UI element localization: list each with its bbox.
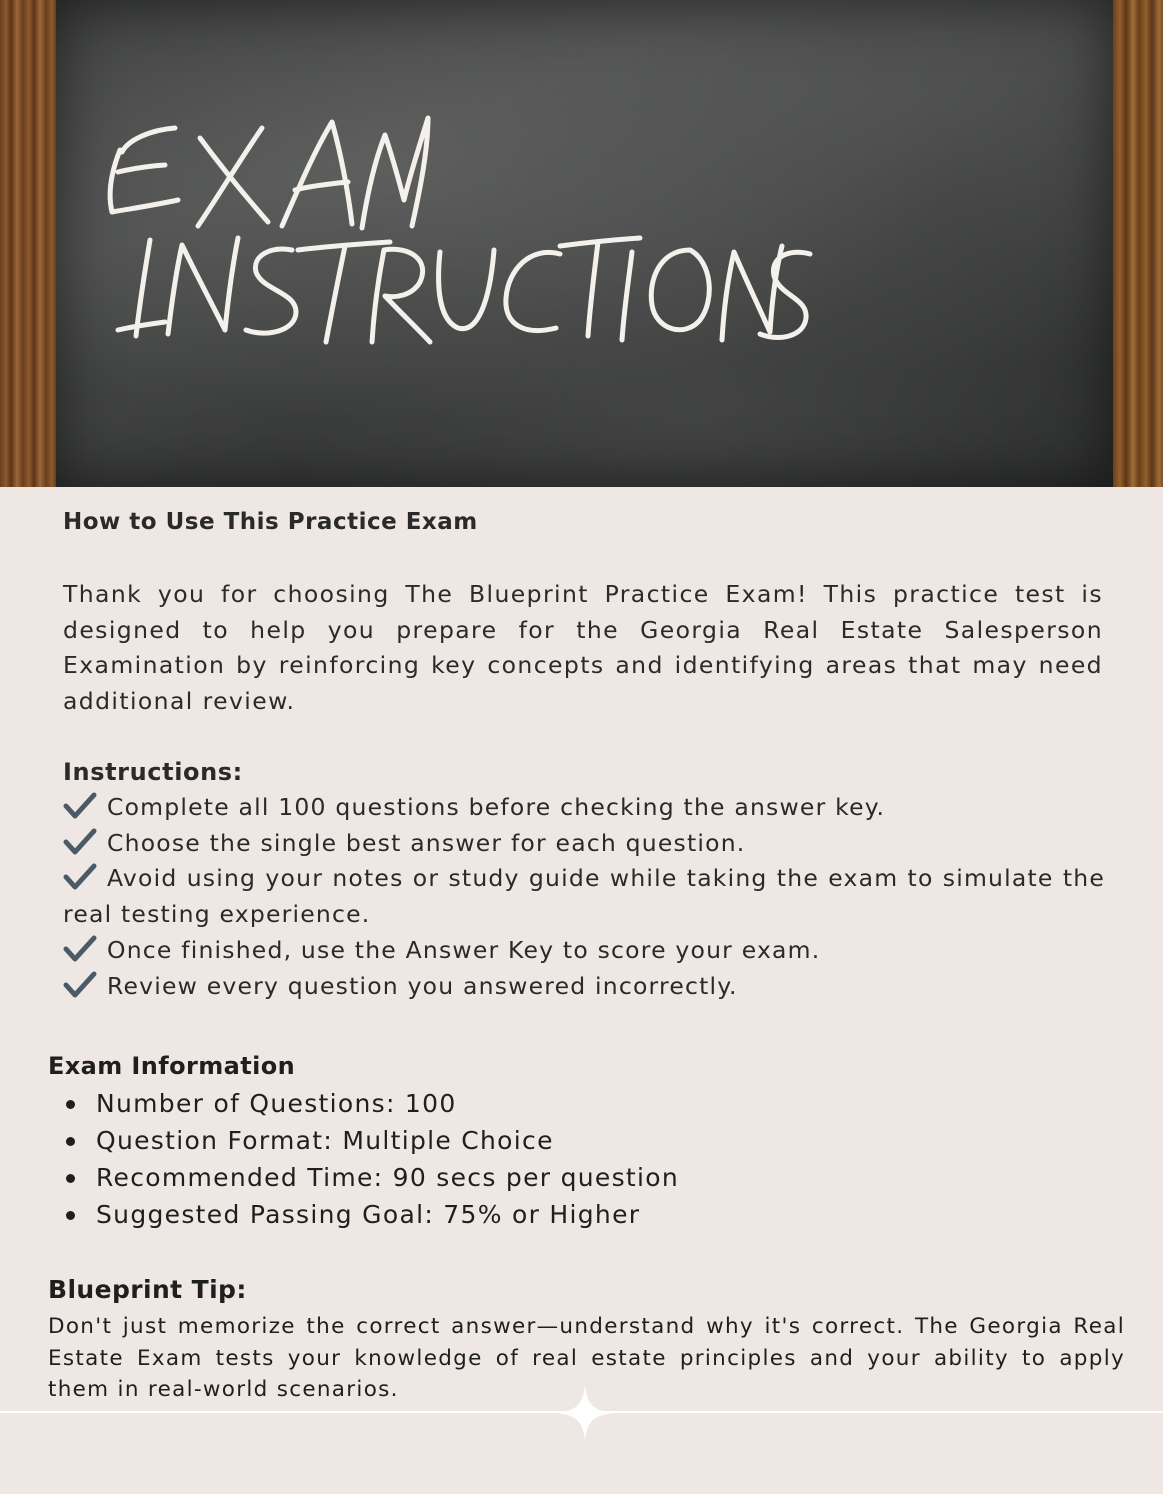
instructions-list [63, 790, 1105, 1004]
exam-info-item [48, 1122, 679, 1159]
exam-info-text: Suggested Passing Goal: 75% or Higher [96, 1200, 641, 1229]
instruction-text: Complete all 100 questions before checking the answer key. [107, 793, 886, 821]
exam-info-list [48, 1085, 679, 1233]
instruction-item [63, 969, 1105, 1005]
bullet-icon [66, 1211, 75, 1220]
bullet-icon [66, 1137, 75, 1146]
intro-paragraph: Thank you for choosing The Blueprint Practice Exam! This practice test is designed to help you prepare for the Georgia Real Estate Salesperson Examination by reinforcing key concepts and identifying areas that may need additional review. [63, 580, 1103, 715]
tip-heading: Blueprint Tip: [48, 1275, 247, 1304]
checkmark-icon [63, 971, 97, 999]
exam-info-item [48, 1085, 679, 1122]
exam-info-heading: Exam Information [48, 1052, 296, 1080]
sparkle-icon [556, 1385, 614, 1441]
exam-info-text: Question Format: Multiple Choice [96, 1126, 554, 1155]
exam-info-text: Recommended Time: 90 secs per question [96, 1163, 679, 1192]
instruction-text: Review every question you answered incorrectly. [107, 971, 738, 1000]
instruction-item [63, 861, 1105, 932]
instructions-heading: Instructions: [63, 758, 243, 786]
headline-chalk-lettering [0, 0, 1163, 487]
chalkboard-header [0, 0, 1163, 487]
instruction-item [63, 826, 1105, 862]
headline-line-1 [100, 110, 132, 121]
checkmark-icon [63, 863, 97, 891]
instruction-item [63, 933, 1105, 969]
headline-line-2 [135, 110, 219, 121]
checkmark-icon [63, 792, 97, 820]
instruction-text: Once finished, use the Answer Key to score your exam. [107, 935, 821, 964]
instruction-item [63, 790, 1105, 826]
checkmark-icon [63, 935, 97, 963]
exam-info-item [48, 1196, 679, 1233]
exam-info-item [48, 1159, 679, 1196]
instruction-text: Choose the single best answer for each question. [107, 828, 746, 857]
exam-info-text: Number of Questions: 100 [96, 1089, 457, 1118]
intro-heading: How to Use This Practice Exam [63, 509, 478, 535]
bullet-icon [66, 1100, 75, 1109]
bullet-icon [66, 1174, 75, 1183]
checkmark-icon [63, 828, 97, 856]
instruction-text: Avoid using your notes or study guide while taking the exam to simulate the real testing experience. [63, 864, 1105, 929]
headline-title [100, 110, 860, 121]
tip-paragraph: Don't just memorize the correct answer—understand why it's correct. The Georgia Real Estate Exam tests your knowledge of real estate principles and your ability to apply them in real-world scenarios. [48, 1314, 1125, 1402]
